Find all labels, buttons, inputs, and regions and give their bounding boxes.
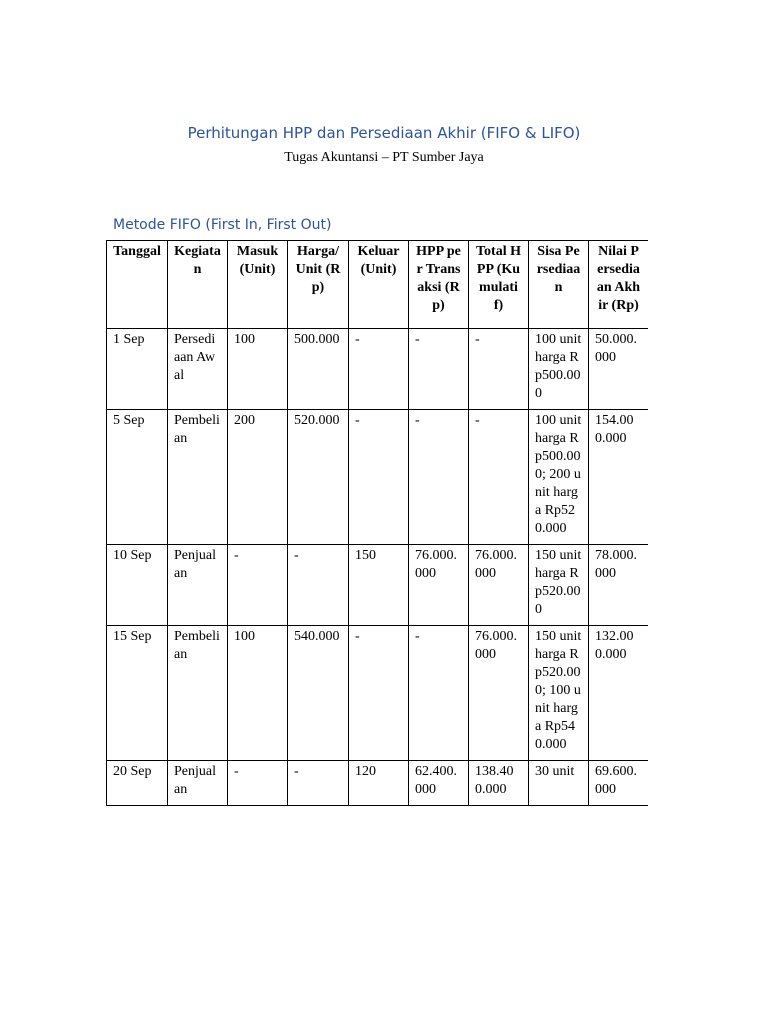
header-nilai-persediaan: Nilai Persediaan Akhir (Rp) — [589, 241, 649, 329]
cell-keluar: - — [349, 329, 409, 410]
cell-total-hpp: 76.000.000 — [469, 545, 529, 626]
cell-total-hpp: 138.400.000 — [469, 761, 529, 806]
cell-harga: 540.000 — [288, 626, 349, 761]
cell-harga: 520.000 — [288, 410, 349, 545]
cell-tanggal: 15 Sep — [107, 626, 168, 761]
cell-total-hpp: - — [469, 329, 529, 410]
document-title: Perhitungan HPP dan Persediaan Akhir (FIFO & LIFO) — [187, 124, 581, 142]
cell-sisa: 100 unit harga Rp500.000; 200 unit harga Rp520.000 — [529, 410, 589, 545]
document-subtitle: Tugas Akuntansi – PT Sumber Jaya — [284, 150, 484, 165]
header-masuk: Masuk (Unit) — [228, 241, 288, 329]
cell-hpp: - — [409, 410, 469, 545]
header-keluar: Keluar (Unit) — [349, 241, 409, 329]
cell-masuk: - — [228, 761, 288, 806]
cell-keluar: 150 — [349, 545, 409, 626]
cell-masuk: 100 — [228, 626, 288, 761]
cell-masuk: 200 — [228, 410, 288, 545]
cell-hpp: - — [409, 329, 469, 410]
cell-nilai: 154.000.000 — [589, 410, 649, 545]
cell-sisa: 100 unit harga Rp500.000 — [529, 329, 589, 410]
cell-masuk: - — [228, 545, 288, 626]
cell-keluar: - — [349, 626, 409, 761]
table-header-row — [107, 241, 649, 329]
cell-kegiatan: Pembelian — [168, 410, 228, 545]
cell-tanggal: 20 Sep — [107, 761, 168, 806]
cell-total-hpp: - — [469, 410, 529, 545]
table-row — [107, 626, 649, 761]
cell-sisa: 150 unit harga Rp520.000; 100 unit harga Rp540.000 — [529, 626, 589, 761]
cell-hpp: 62.400.000 — [409, 761, 469, 806]
cell-kegiatan: Persediaan Awal — [168, 329, 228, 410]
table-row — [107, 545, 649, 626]
cell-nilai: 78.000.000 — [589, 545, 649, 626]
cell-nilai: 50.000.000 — [589, 329, 649, 410]
cell-total-hpp: 76.000.000 — [469, 626, 529, 761]
cell-hpp: 76.000.000 — [409, 545, 469, 626]
cell-sisa: 150 unit harga Rp520.000 — [529, 545, 589, 626]
cell-harga: - — [288, 761, 349, 806]
cell-harga: - — [288, 545, 349, 626]
table-row — [107, 410, 649, 545]
header-total-hpp: Total HPP (Kumulatif) — [469, 241, 529, 329]
cell-keluar: 120 — [349, 761, 409, 806]
cell-kegiatan: Penjualan — [168, 545, 228, 626]
cell-keluar: - — [349, 410, 409, 545]
table-row — [107, 761, 649, 806]
cell-nilai: 132.000.000 — [589, 626, 649, 761]
header-sisa-persediaan: Sisa Persediaan — [529, 241, 589, 329]
section-heading-fifo: Metode FIFO (First In, First Out) — [113, 217, 332, 233]
cell-kegiatan: Penjualan — [168, 761, 228, 806]
fifo-table — [106, 240, 648, 806]
cell-tanggal: 1 Sep — [107, 329, 168, 410]
cell-tanggal: 5 Sep — [107, 410, 168, 545]
cell-hpp: - — [409, 626, 469, 761]
table-row — [107, 329, 649, 410]
cell-masuk: 100 — [228, 329, 288, 410]
header-hpp-per-transaksi: HPP per Transaksi (Rp) — [409, 241, 469, 329]
header-tanggal: Tanggal — [107, 241, 168, 329]
cell-kegiatan: Pembelian — [168, 626, 228, 761]
cell-sisa: 30 unit — [529, 761, 589, 806]
fifo-table-container — [106, 240, 648, 925]
header-harga-unit: Harga/ Unit (Rp) — [288, 241, 349, 329]
cell-harga: 500.000 — [288, 329, 349, 410]
cell-tanggal: 10 Sep — [107, 545, 168, 626]
cell-nilai: 69.600.000 — [589, 761, 649, 806]
header-kegiatan: Kegiatan — [168, 241, 228, 329]
